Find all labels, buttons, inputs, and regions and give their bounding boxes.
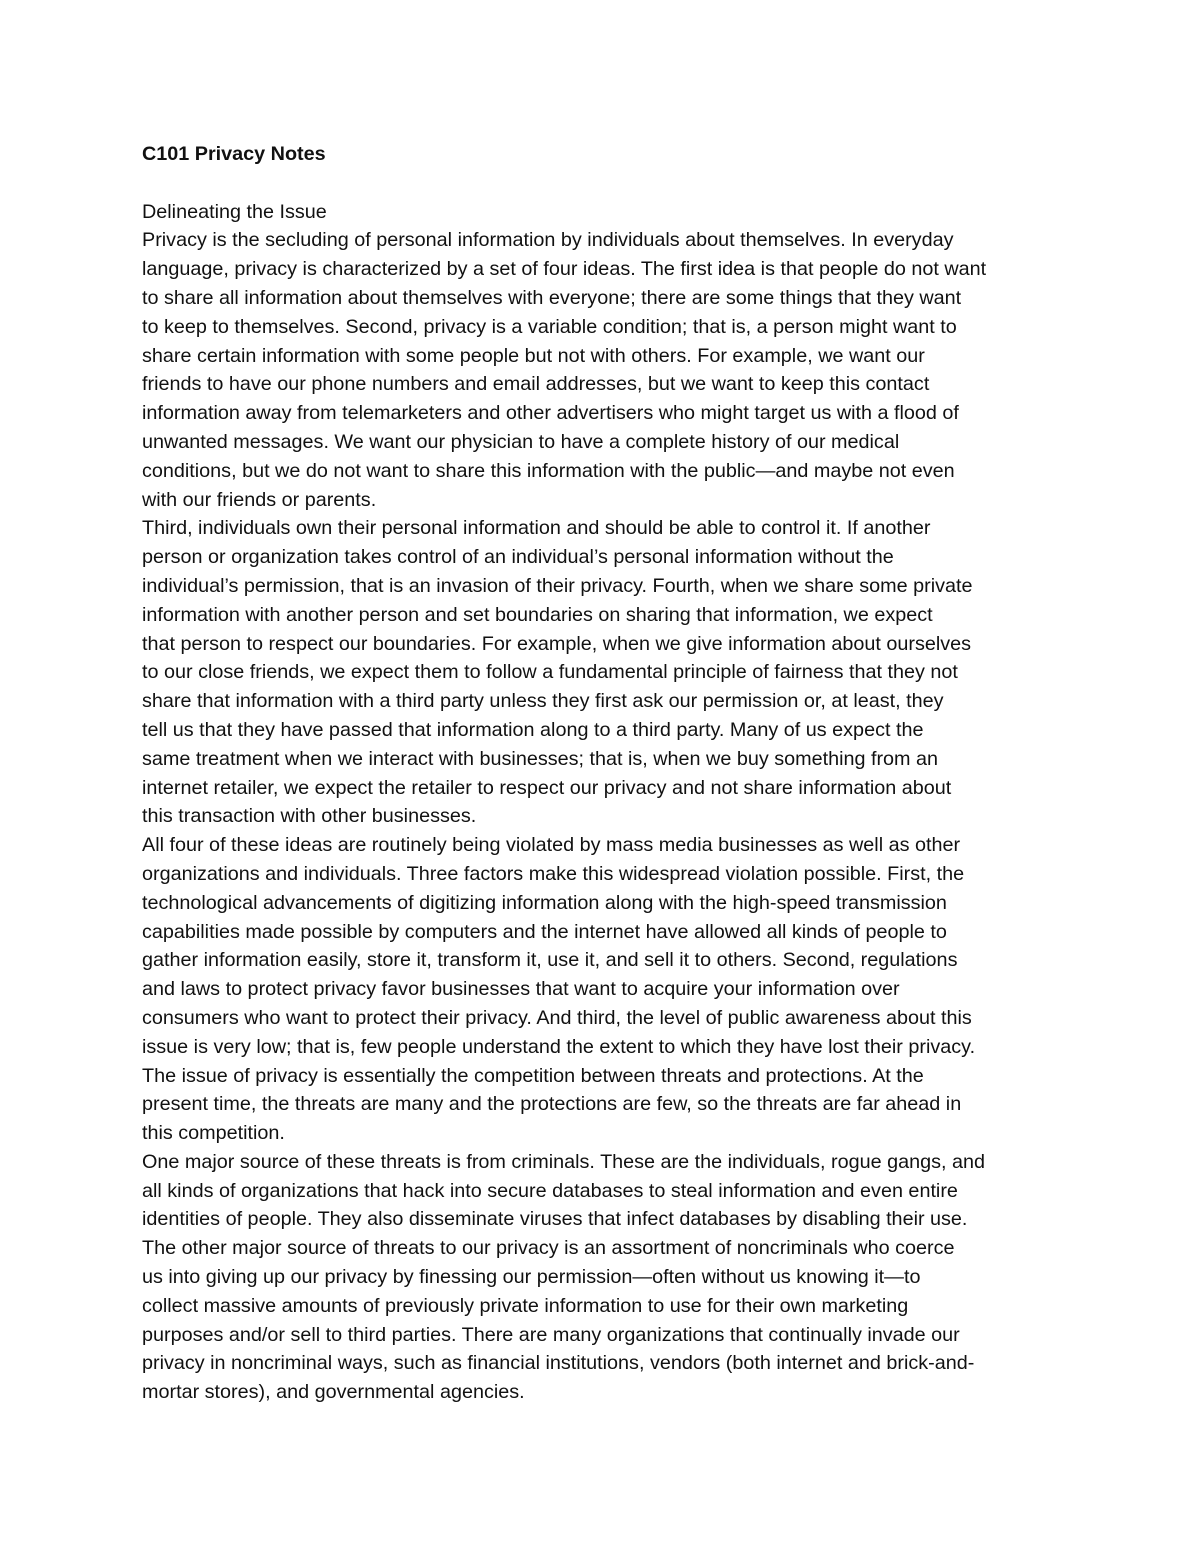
- text-line: purposes and/or sell to third parties. There are many organizations that continually invade our: [142, 1323, 960, 1346]
- text-line: Privacy is the secluding of personal information by individuals about themselves. In everyday: [142, 229, 954, 252]
- text-line: this transaction with other businesses.: [142, 805, 477, 828]
- text-line: all kinds of organizations that hack into secure databases to steal information and even entire: [142, 1179, 958, 1202]
- text-line: internet retailer, we expect the retailer to respect our privacy and not share information about: [142, 776, 952, 799]
- text-line: gather information easily, store it, transform it, use it, and sell it to others. Second, regulations: [142, 949, 958, 972]
- text-line: to share all information about themselves with everyone; there are some things that they want: [142, 286, 962, 309]
- text-line: technological advancements of digitizing information along with the high-speed transmission: [142, 891, 947, 914]
- document-body: [142, 140, 1077, 1407]
- text-line: tell us that they have passed that information along to a third party. Many of us expect the: [142, 718, 924, 741]
- text-line: conditions, but we do not want to share this information with the public—and maybe not even: [142, 459, 955, 482]
- text-line: with our friends or parents.: [142, 488, 377, 511]
- paragraph: [142, 1148, 1077, 1407]
- paragraph: [142, 831, 1077, 1148]
- text-line: share that information with a third party unless they first ask our permission or, at least, they: [142, 690, 944, 713]
- text-line: individual’s permission, that is an invasion of their privacy. Fourth, when we share some private: [142, 574, 973, 597]
- text-line: mortar stores), and governmental agencies.: [142, 1381, 525, 1404]
- paragraph: [142, 514, 1077, 831]
- text-line: capabilities made possible by computers and the internet have allowed all kinds of people to: [142, 920, 947, 943]
- text-line: us into giving up our privacy by finessing our permission—often without us knowing it—to: [142, 1266, 921, 1289]
- paragraph-list: [142, 226, 1077, 1407]
- text-line: unwanted messages. We want our physician to have a complete history of our medical: [142, 430, 900, 453]
- text-line: that person to respect our boundaries. For example, when we give information about ourselves: [142, 632, 972, 655]
- text-line: consumers who want to protect their privacy. And third, the level of public awareness about this: [142, 1006, 972, 1029]
- text-line: Third, individuals own their personal information and should be able to control it. If another: [142, 517, 931, 540]
- paragraph: [142, 226, 1077, 514]
- text-line: to keep to themselves. Second, privacy is a variable condition; that is, a person might want to: [142, 315, 957, 338]
- text-line: same treatment when we interact with businesses; that is, when we buy something from an: [142, 747, 939, 770]
- text-line: The other major source of threats to our privacy is an assortment of noncriminals who coerce: [142, 1237, 955, 1260]
- text-line: to our close friends, we expect them to follow a fundamental principle of fairness that they not: [142, 661, 958, 684]
- text-line: identities of people. They also disseminate viruses that infect databases by disabling their use.: [142, 1208, 968, 1231]
- text-line: language, privacy is characterized by a set of four ideas. The first idea is that people do not want: [142, 258, 987, 281]
- text-line: person or organization takes control of an individual’s personal information without the: [142, 546, 894, 569]
- text-line: privacy in noncriminal ways, such as financial institutions, vendors (both internet and brick-and-: [142, 1352, 975, 1375]
- section-heading: Delineating the Issue: [142, 200, 327, 223]
- text-line: this competition.: [142, 1122, 285, 1145]
- text-line: friends to have our phone numbers and email addresses, but we want to keep this contact: [142, 373, 930, 396]
- text-line: collect massive amounts of previously private information to use for their own marketing: [142, 1294, 909, 1317]
- document-title: C101 Privacy Notes: [142, 143, 326, 165]
- text-line: present time, the threats are many and the protections are few, so the threats are far ahead in: [142, 1093, 962, 1116]
- text-line: organizations and individuals. Three factors make this widespread violation possible. First, the: [142, 862, 965, 885]
- text-line: information away from telemarketers and other advertisers who might target us with a flood of: [142, 402, 959, 425]
- text-line: All four of these ideas are routinely being violated by mass media businesses as well as other: [142, 834, 961, 857]
- text-line: The issue of privacy is essentially the competition between threats and protections. At the: [142, 1064, 924, 1087]
- text-line: One major source of these threats is from criminals. These are the individuals, rogue gangs, and: [142, 1150, 985, 1173]
- text-line: share certain information with some people but not with others. For example, we want our: [142, 344, 925, 367]
- text-line: issue is very low; that is, few people understand the extent to which they have lost their privacy.: [142, 1035, 976, 1058]
- text-line: and laws to protect privacy favor businesses that want to acquire your information over: [142, 978, 900, 1001]
- text-line: information with another person and set boundaries on sharing that information, we expect: [142, 603, 933, 626]
